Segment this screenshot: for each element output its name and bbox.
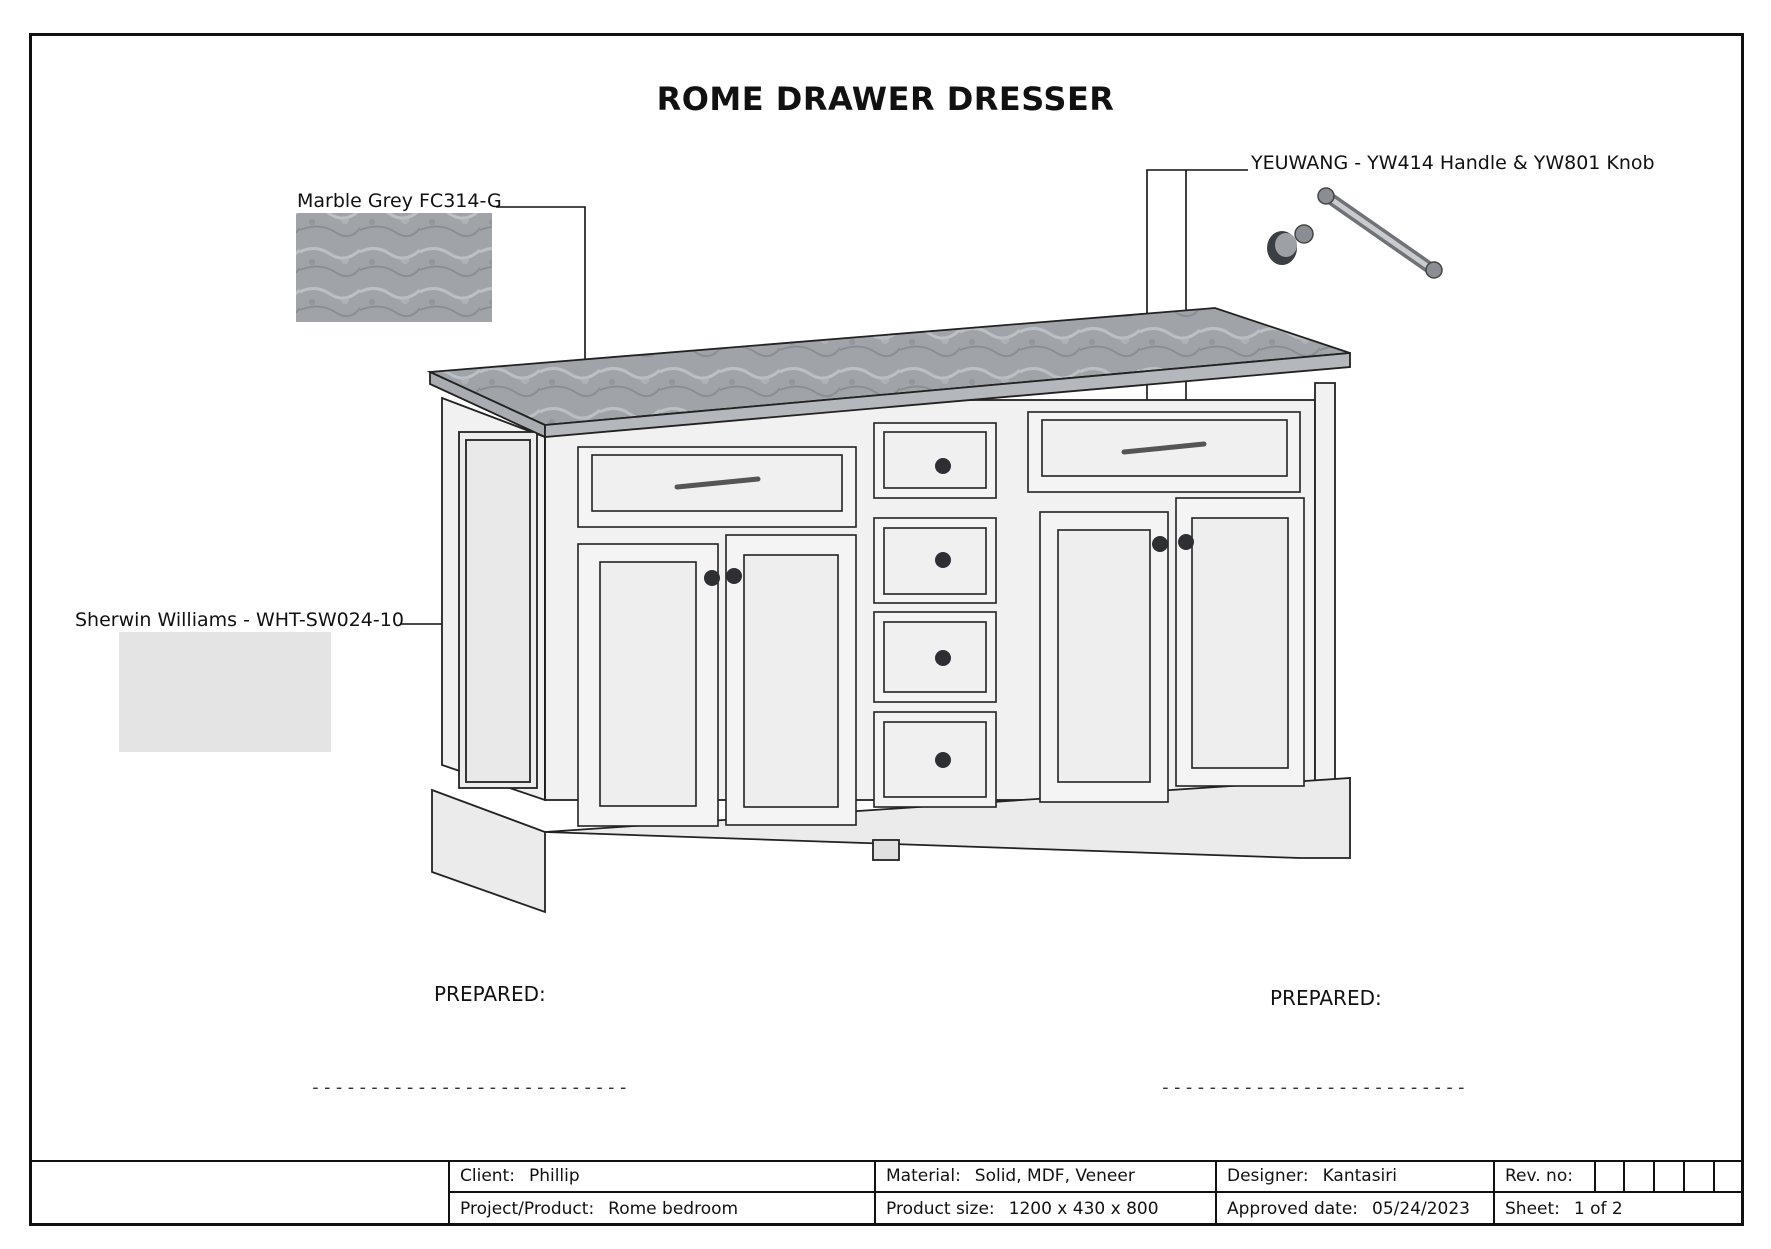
signature-line-right: -------------------------- — [1160, 1077, 1468, 1098]
handle-and-knob-image — [1267, 188, 1442, 278]
signature-line-left: --------------------------- — [310, 1077, 630, 1098]
approved-key: Approved date: — [1227, 1198, 1359, 1219]
client-key: Client: — [460, 1165, 515, 1186]
hardware-callout-label: YEUWANG - YW414 Handle & YW801 Knob — [1251, 152, 1655, 174]
client-value: Phillip — [528, 1165, 580, 1186]
material-key: Material: — [886, 1165, 961, 1186]
size-cell — [876, 1193, 1215, 1224]
prepared-label-left: PREPARED: — [434, 982, 546, 1006]
size-value: 1200 x 430 x 800 — [1008, 1198, 1159, 1219]
approved-date-cell — [1217, 1193, 1493, 1224]
project-key: Project/Product: — [460, 1198, 595, 1219]
designer-cell — [1217, 1160, 1493, 1191]
rev-cell — [1495, 1160, 1594, 1191]
rev-key: Rev. no: — [1505, 1165, 1573, 1186]
material-cell — [876, 1160, 1215, 1191]
sheet-key: Sheet: — [1505, 1198, 1560, 1219]
approved-value: 05/24/2023 — [1372, 1198, 1470, 1219]
size-key: Product size: — [886, 1198, 995, 1219]
sheet-cell — [1495, 1193, 1744, 1224]
client-cell — [450, 1160, 874, 1191]
designer-key: Designer: — [1227, 1165, 1309, 1186]
sheet-value: 1 of 2 — [1573, 1198, 1623, 1219]
project-cell — [450, 1193, 874, 1224]
title-block — [29, 1160, 1744, 1226]
material-value: Solid, MDF, Veneer — [974, 1165, 1135, 1186]
drawing-title: ROME DRAWER DRESSER — [656, 80, 1115, 118]
paint-swatch — [119, 632, 331, 752]
project-value: Rome bedroom — [608, 1198, 739, 1219]
marble-swatch — [296, 213, 492, 322]
prepared-label-right: PREPARED: — [1270, 986, 1382, 1010]
countertop-callout-label: Marble Grey FC314-G — [297, 190, 502, 212]
paint-callout-label: Sherwin Williams - WHT-SW024-10 — [75, 609, 404, 631]
designer-value: Kantasiri — [1322, 1165, 1397, 1186]
